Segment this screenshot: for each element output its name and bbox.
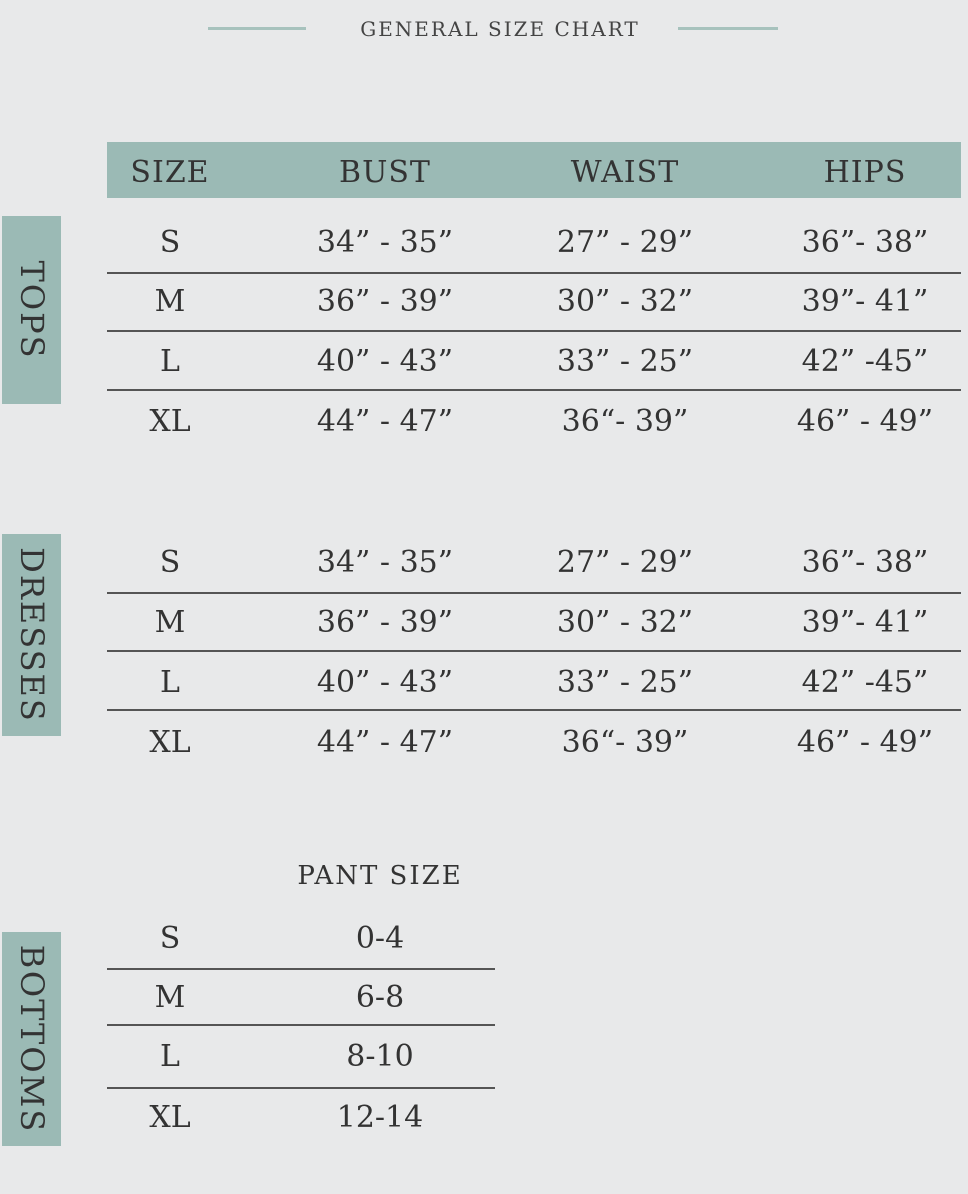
row-divider bbox=[107, 709, 961, 711]
bust-cell: 40” - 43” bbox=[316, 344, 454, 379]
size-cell: S bbox=[159, 225, 181, 260]
dresses-section-tab bbox=[2, 534, 61, 736]
row-divider bbox=[107, 650, 961, 652]
waist-cell: 36“- 39” bbox=[561, 725, 689, 760]
pant-size-cell: 12-14 bbox=[336, 1100, 424, 1135]
bust-cell: 34” - 35” bbox=[316, 545, 454, 580]
hips-cell: 36”- 38” bbox=[801, 545, 929, 580]
waist-cell: 30” - 32” bbox=[556, 605, 694, 640]
bust-cell: 44” - 47” bbox=[316, 404, 454, 439]
header-bust: BUST bbox=[339, 155, 431, 190]
size-cell: XL bbox=[149, 1100, 191, 1135]
size-cell: S bbox=[159, 545, 181, 580]
bottoms-section-label: BOTTOMS bbox=[12, 944, 51, 1134]
chart-title-bar bbox=[0, 14, 968, 44]
tops-section-label: TOPS bbox=[12, 260, 51, 360]
pant-size-cell: 8-10 bbox=[346, 1039, 414, 1074]
size-cell: L bbox=[160, 665, 180, 700]
bust-cell: 36” - 39” bbox=[316, 284, 454, 319]
size-cell: L bbox=[160, 344, 180, 379]
waist-cell: 33” - 25” bbox=[556, 665, 694, 700]
hips-cell: 46” - 49” bbox=[796, 725, 934, 760]
size-cell: S bbox=[159, 921, 181, 956]
waist-cell: 36“- 39” bbox=[561, 404, 689, 439]
pant-size-cell: 6-8 bbox=[355, 980, 405, 1015]
waist-cell: 27” - 29” bbox=[556, 545, 694, 580]
bottoms-section-tab bbox=[2, 932, 61, 1146]
hips-cell: 39”- 41” bbox=[801, 605, 929, 640]
header-size: SIZE bbox=[130, 155, 210, 190]
header-waist: WAIST bbox=[570, 155, 680, 190]
page-title: GENERAL SIZE CHART bbox=[360, 17, 640, 41]
title-decor-line-right bbox=[678, 27, 778, 30]
hips-cell: 39”- 41” bbox=[801, 284, 929, 319]
bust-cell: 36” - 39” bbox=[316, 605, 454, 640]
column-header-row bbox=[107, 142, 961, 198]
size-cell: M bbox=[154, 605, 186, 640]
pant-size-header: PANT SIZE bbox=[297, 861, 463, 891]
row-divider bbox=[107, 330, 961, 332]
header-hips: HIPS bbox=[823, 155, 907, 190]
hips-cell: 36”- 38” bbox=[801, 225, 929, 260]
waist-cell: 30” - 32” bbox=[556, 284, 694, 319]
waist-cell: 33” - 25” bbox=[556, 344, 694, 379]
bust-cell: 44” - 47” bbox=[316, 725, 454, 760]
hips-cell: 42” -45” bbox=[801, 665, 929, 700]
tops-section-tab bbox=[2, 216, 61, 404]
size-cell: M bbox=[154, 284, 186, 319]
waist-cell: 27” - 29” bbox=[556, 225, 694, 260]
hips-cell: 42” -45” bbox=[801, 344, 929, 379]
pant-size-cell: 0-4 bbox=[355, 921, 405, 956]
size-cell: XL bbox=[149, 725, 191, 760]
size-cell: XL bbox=[149, 404, 191, 439]
size-cell: L bbox=[160, 1039, 180, 1074]
row-divider bbox=[107, 389, 961, 391]
hips-cell: 46” - 49” bbox=[796, 404, 934, 439]
bust-cell: 34” - 35” bbox=[316, 225, 454, 260]
dresses-section-label: DRESSES bbox=[12, 547, 51, 723]
size-cell: M bbox=[154, 980, 186, 1015]
bust-cell: 40” - 43” bbox=[316, 665, 454, 700]
title-decor-line-left bbox=[208, 27, 306, 30]
row-divider bbox=[107, 1024, 495, 1026]
